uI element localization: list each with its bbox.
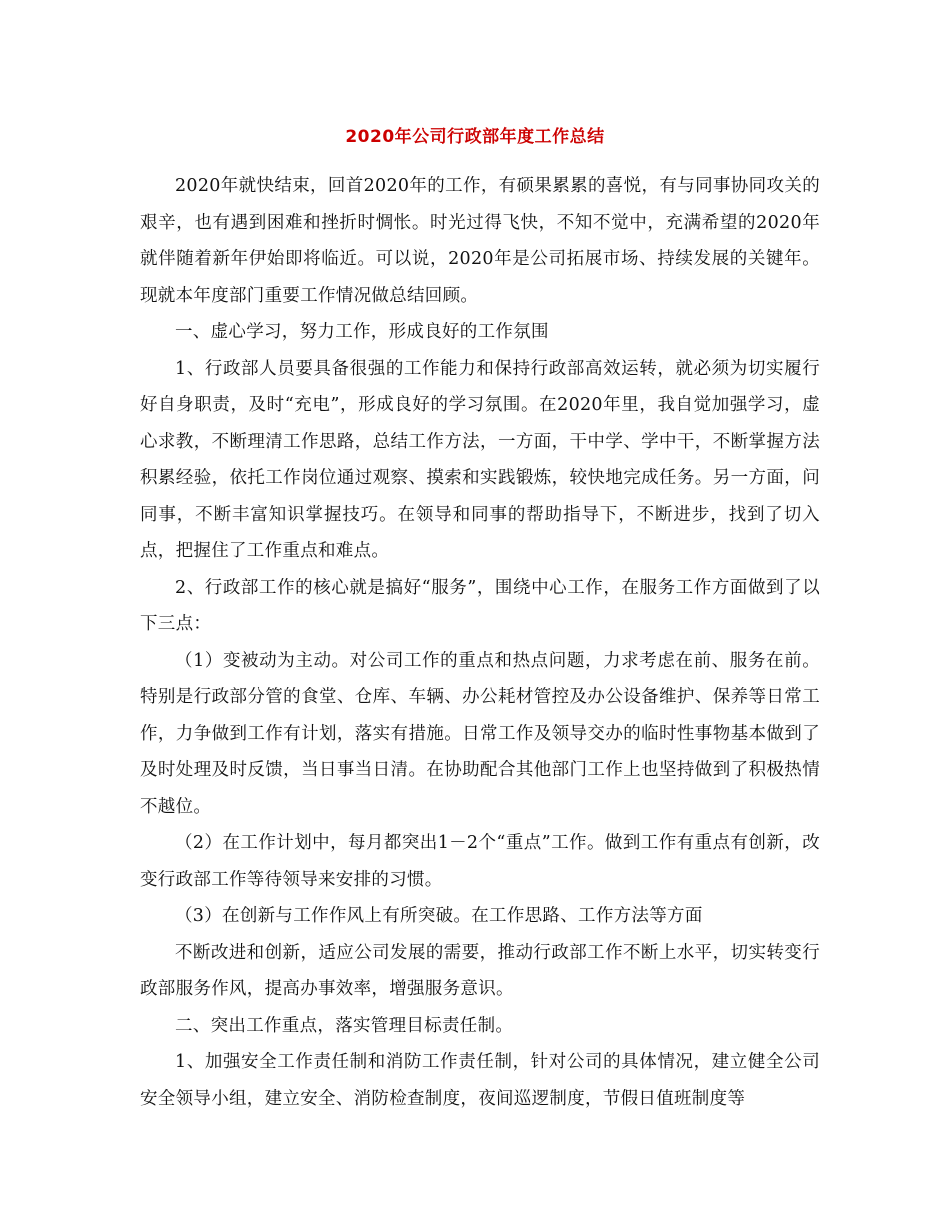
paragraph-2-1: 1、加强安全工作责任制和消防工作责任制，针对公司的具体情况，建立健全公司安全领导小组，建立安全、消防检查制度，夜间巡逻制度，节假日值班制度等 <box>140 1052 820 1109</box>
document-body <box>140 168 820 1117</box>
section-heading-2: 二、突出工作重点，落实管理目标责任制。 <box>175 1015 514 1036</box>
document-title: 2020年公司行政部年度工作总结 <box>345 127 605 147</box>
paragraph-item-3-continued: 不断改进和创新，适应公司发展的需要，推动行政部工作不断上水平，切实转变行政部服务作风，提高办事效率，增强服务意识。 <box>140 942 820 999</box>
paragraph-item-3: （3）在创新与工作作风上有所突破。在工作思路、工作方法等方面 <box>175 906 703 926</box>
intro-paragraph: 2020年就快结束，回首2020年的工作，有硕果累累的喜悦，有与同事协同攻关的艰辛，也有遇到困难和挫折时惆怅。时光过得飞快，不知不觉中，充满希望的2020年就伴随着新年伊始即将临近。可以说，2020年是公司拓展市场、持续发展的关键年。现就本年度部门重要工作情况做总结回顾。 <box>140 176 820 306</box>
section-heading-1: 一、虚心学习，努力工作，形成良好的工作氛围 <box>175 322 549 342</box>
paragraph-item-2: （2）在工作计划中，每月都突出1－2个“重点”工作。做到工作有重点有创新，改变行政部工作等待领导来安排的习惯。 <box>140 833 820 890</box>
paragraph-item-1: （1）变被动为主动。对公司工作的重点和热点问题，力求考虑在前、服务在前。特别是行政部分管的食堂、仓库、车辆、办公耗材管控及办公设备维护、保养等日常工作，力争做到工作有计划，落实有措施。日常工作及领导交办的临时性事物基本做到了及时处理及时反馈，当日事当日清。在协助配合其他部门工作上也坚持做到了积极热情不越位。 <box>140 650 820 817</box>
paragraph-1-1: 1、行政部人员要具备很强的工作能力和保持行政部高效运转，就必须为切实履行好自身职责，及时“充电”，形成良好的学习氛围。在2020年里，我自觉加强学习，虚心求教，不断理清工作思路，总结工作方法，一方面，干中学、学中干，不断掌握方法积累经验，依托工作岗位通过观察、摸索和实践锻炼，较快地完成任务。另一方面，问同事，不断丰富知识掌握技巧。在领导和同事的帮助指导下，不断进步，找到了切入点，把握住了工作重点和难点。 <box>140 358 820 561</box>
paragraph-1-2: 2、行政部工作的核心就是搞好“服务”，围绕中心工作，在服务工作方面做到了以下三点： <box>140 577 820 634</box>
